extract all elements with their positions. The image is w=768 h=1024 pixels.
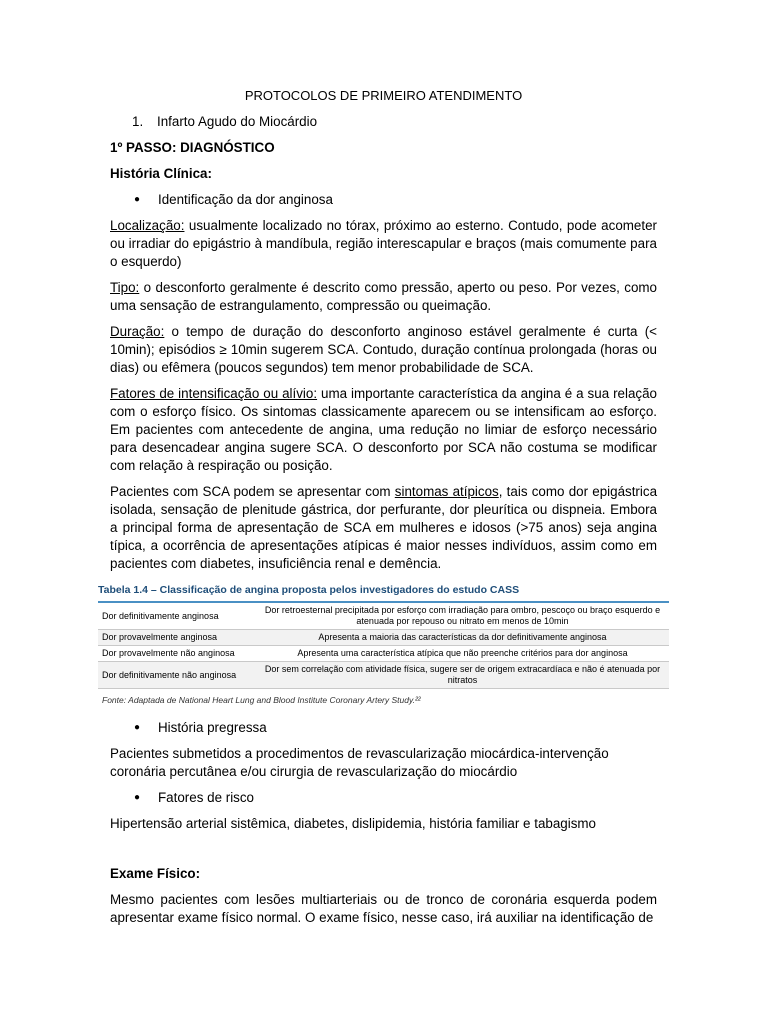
table-cell: Dor provavelmente não anginosa [98,646,256,662]
bullet-text: Fatores de risco [158,790,255,805]
term-label: sintomas atípicos [394,484,499,499]
step-heading: 1º PASSO: DIAGNÓSTICO [110,140,275,155]
term-label: Fatores de intensificação ou alívio: [110,386,318,401]
paragraph-exame-fisico: Mesmo pacientes com lesões multiarteriais ou de tronco de coronária esquerda podem apresentar exame físico normal. O exame físico, nesse caso, irá auxiliar na identificação de [110,892,657,925]
table-caption: Tabela 1.4 – Classificação de angina proposta pelos investigadores do estudo CASS [98,581,669,603]
paragraph-text: o tempo de duração do desconforto anginoso estável geralmente é curta (< 10min); episódios ≥ 10min sugerem SCA. Contudo, duração contínua prolongada (horas ou dias) ou efêmera (poucos segundos) tem menor probabilidade de SCA. [110,324,657,375]
table-cell: Apresenta uma característica atípica que não preenche critérios para dor anginosa [256,646,669,662]
item-number: 1. [132,114,144,129]
paragraph-text: uma importante característica da angina é a sua relação com o esforço físico. Os sintomas classicamente aparecem ou se intensificam ao esforço. Em pacientes com antecedente de angina, uma redução no limiar de esforço necessário para desencadear angina sugere SCA. O desconforto por SCA não costuma se modificar com relação à respiração ou posição. [110,386,657,473]
document-body [98,87,661,935]
table-cell: Dor definitivamente anginosa [98,603,256,630]
term-label: Localização: [110,218,185,233]
numbered-item-1 [132,113,657,131]
bullet-text: História pregressa [158,720,267,735]
bullet-item [134,719,657,737]
bullet-item [134,191,657,209]
paragraph-fatores [110,385,657,475]
table-cell: Apresenta a maioria das características da dor definitivamente anginosa [256,630,669,646]
bullet-icon: ● [134,792,141,803]
table-source: Fonte: Adaptada de National Heart Lung and Blood Institute Coronary Artery Study.²² [102,695,421,705]
table-row [98,662,669,689]
bullet-icon: ● [134,194,141,205]
bullet-text: Identificação da dor anginosa [158,192,333,207]
table-cell: Dor sem correlação com atividade física, sugere ser de origem extracardíaca e não é atenuada por nitratos [256,662,669,689]
table-cell: Dor retroesternal precipitada por esforço com irradiação para ombro, pescoço ou braço esquerdo e atenuada por repouso ou nitrato em menos de 10min [256,603,669,630]
paragraph-localizacao [110,217,657,271]
table-cell: Dor provavelmente anginosa [98,630,256,646]
paragraph-text: usualmente localizado no tórax, próximo ao esterno. Contudo, pode acometer ou irradiar do epigástrio à mandíbula, região interescapular e braços (mais comumente para o esquerdo) [110,218,657,269]
paragraph-text: o desconforto geralmente é descrito como pressão, aperto ou peso. Por vezes, como uma sensação de estrangulamento, compressão ou queimação. [110,280,657,313]
term-label: Tipo: [110,280,140,295]
bullet-icon: ● [134,722,141,733]
table-row [98,646,669,662]
classification-table [98,603,669,689]
term-label: Duração: [110,324,165,339]
paragraph-text: , tais como dor epigástrica isolada, sensação de plenitude gástrica, dor perfurante, dor pleurítica ou dispneia. Embora a principal forma de apresentação de SCA em mulheres e idosos (>75 anos) seja angina típica, a ocorrência de apresentações atípicas é maior nesses indivíduos, assim como em pacientes com diabetes, insuficiência renal e demência. [110,484,658,571]
section-heading-exame-fisico: Exame Físico: [110,866,201,881]
paragraph-duracao [110,323,657,377]
table-cell: Dor definitivamente não anginosa [98,662,256,689]
section-heading-historia-clinica: História Clínica: [110,166,212,181]
paragraph-tipo [110,279,657,315]
table-row [98,630,669,646]
bullet-item [134,789,657,807]
cass-table [98,581,669,709]
paragraph-fatores-risco: Hipertensão arterial sistêmica, diabetes, dislipidemia, história familiar e tabagismo [110,816,596,831]
paragraph-atipicos [110,483,657,573]
item-text: Infarto Agudo do Miocárdio [157,114,318,129]
page-title: PROTOCOLOS DE PRIMEIRO ATENDIMENTO [244,88,523,103]
table-row [98,603,669,630]
paragraph-text: Pacientes com SCA podem se apresentar com [110,484,395,499]
paragraph-historia-pregressa: Pacientes submetidos a procedimentos de revascularização miocárdica-intervenção coronária percutânea e/ou cirurgia de revascularização do miocárdio [110,746,609,779]
